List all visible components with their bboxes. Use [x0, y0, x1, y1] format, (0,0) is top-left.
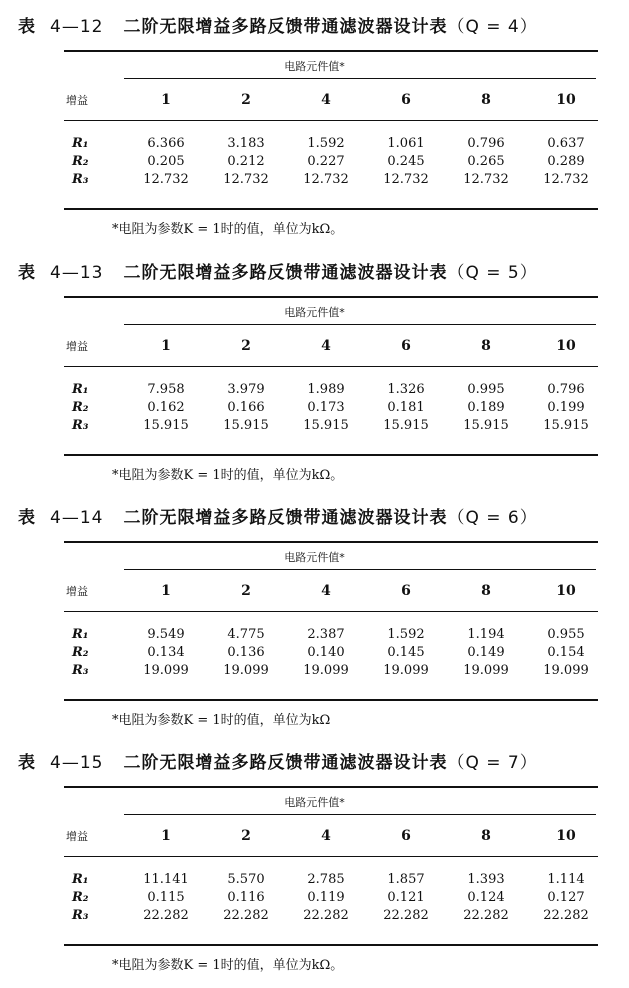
gain-header-cell: 6	[401, 583, 411, 599]
table-cell: 12.732	[223, 172, 269, 187]
gain-header-cell: 2	[241, 338, 251, 354]
table-row	[64, 382, 604, 402]
gain-header-cell: 2	[241, 828, 251, 844]
table-cell: 22.282	[223, 908, 269, 923]
table-cell: 7.958	[147, 382, 185, 397]
table-row	[64, 890, 604, 910]
table-number: 4—14	[50, 508, 104, 528]
gain-header-cell: 6	[401, 338, 411, 354]
table-cell: 0.955	[547, 627, 585, 642]
table-row	[64, 172, 604, 192]
table-row	[64, 418, 604, 438]
table-title	[18, 748, 538, 773]
table-cell: 0.115	[147, 890, 185, 905]
table-cell: 15.915	[543, 418, 589, 433]
table-row	[64, 400, 604, 420]
table-cell: 0.149	[467, 645, 505, 660]
gain-header-cell: 4	[321, 828, 331, 844]
group-rule	[124, 324, 596, 325]
table-label: 表	[18, 17, 36, 37]
row-label: R₃	[72, 663, 89, 678]
table-cell: 19.099	[543, 663, 589, 678]
gain-label: 增益	[66, 830, 88, 843]
top-rule	[64, 296, 598, 298]
table-cell: 12.732	[463, 172, 509, 187]
gain-header-cell: 8	[481, 92, 491, 108]
top-rule	[64, 50, 598, 52]
table-cell: 15.915	[383, 418, 429, 433]
table-title	[18, 503, 538, 528]
gain-header-cell: 10	[556, 92, 576, 108]
table-cell: 0.162	[147, 400, 185, 415]
table-cell: 0.154	[547, 645, 585, 660]
group-header: 电路元件值*	[284, 60, 345, 73]
gain-label: 增益	[66, 585, 88, 598]
bottom-rule	[64, 208, 598, 210]
table-cell: 1.989	[307, 382, 345, 397]
top-rule	[64, 786, 598, 788]
row-label: R₂	[72, 400, 89, 415]
table-row	[64, 872, 604, 892]
table-block	[0, 12, 629, 252]
table-cell: 0.796	[467, 136, 505, 151]
table-cell: 0.124	[467, 890, 505, 905]
table-cell: 12.732	[143, 172, 189, 187]
gain-header-cell: 10	[556, 828, 576, 844]
table-cell: 0.119	[307, 890, 345, 905]
gain-label: 增益	[66, 94, 88, 107]
table-cell: 15.915	[303, 418, 349, 433]
gain-header-cell: 1	[161, 92, 171, 108]
table-cell: 0.637	[547, 136, 585, 151]
table-cell: 0.134	[147, 645, 185, 660]
gain-header-cell: 1	[161, 338, 171, 354]
table-cell: 1.592	[387, 627, 425, 642]
table-cell: 0.212	[227, 154, 265, 169]
table-row	[64, 663, 604, 683]
table-cell: 0.189	[467, 400, 505, 415]
bottom-rule	[64, 454, 598, 456]
row-label: R₃	[72, 908, 89, 923]
group-header: 电路元件值*	[284, 551, 345, 564]
bottom-rule	[64, 944, 598, 946]
footnote: *电阻为参数K = 1时的值，单位为kΩ。	[112, 468, 344, 483]
table-cell: 2.785	[307, 872, 345, 887]
header-rule	[64, 856, 598, 857]
table-cell: 1.592	[307, 136, 345, 151]
table-row	[64, 136, 604, 156]
footnote: *电阻为参数K = 1时的值，单位为kΩ。	[112, 222, 344, 237]
table-cell: 0.181	[387, 400, 425, 415]
gain-header-cell: 4	[321, 92, 331, 108]
group-rule	[124, 78, 596, 79]
table-cell: 1.393	[467, 872, 505, 887]
table-cell: 9.549	[147, 627, 185, 642]
table-cell: 22.282	[383, 908, 429, 923]
gain-header-cell: 2	[241, 583, 251, 599]
table-cell: 5.570	[227, 872, 265, 887]
row-label: R₁	[72, 627, 89, 642]
table-label: 表	[18, 753, 36, 773]
row-label: R₃	[72, 418, 89, 433]
table-title-text: 二阶无限增益多路反馈带通滤波器设计表	[123, 17, 448, 37]
table-cell: 1.326	[387, 382, 425, 397]
table-cell: 22.282	[463, 908, 509, 923]
gain-header-cell: 6	[401, 828, 411, 844]
table-cell: 19.099	[463, 663, 509, 678]
table-block	[0, 503, 629, 743]
table-row	[64, 627, 604, 647]
table-cell: 0.289	[547, 154, 585, 169]
table-cell: 0.995	[467, 382, 505, 397]
gain-header-cell: 8	[481, 338, 491, 354]
header-row	[64, 338, 604, 358]
table-title	[18, 258, 538, 283]
gain-header-cell: 8	[481, 583, 491, 599]
table-cell: 0.173	[307, 400, 345, 415]
table-cell: 0.127	[547, 890, 585, 905]
table-cell: 0.245	[387, 154, 425, 169]
table-block	[0, 748, 629, 988]
table-cell: 0.796	[547, 382, 585, 397]
table-cell: 1.857	[387, 872, 425, 887]
header-rule	[64, 120, 598, 121]
table-label: 表	[18, 263, 36, 283]
bottom-rule	[64, 699, 598, 701]
table-cell: 22.282	[143, 908, 189, 923]
header-row	[64, 92, 604, 112]
table-cell: 0.121	[387, 890, 425, 905]
table-title-text: 二阶无限增益多路反馈带通滤波器设计表	[123, 753, 448, 773]
gain-header-cell: 1	[161, 583, 171, 599]
header-row	[64, 583, 604, 603]
group-header: 电路元件值*	[284, 306, 345, 319]
row-label: R₁	[72, 136, 89, 151]
gain-header-cell: 10	[556, 583, 576, 599]
table-cell: 0.205	[147, 154, 185, 169]
table-block	[0, 258, 629, 498]
gain-header-cell: 10	[556, 338, 576, 354]
row-label: R₂	[72, 154, 89, 169]
table-cell: 12.732	[303, 172, 349, 187]
group-header: 电路元件值*	[284, 796, 345, 809]
top-rule	[64, 541, 598, 543]
table-cell: 19.099	[383, 663, 429, 678]
table-cell: 19.099	[223, 663, 269, 678]
table-title-text: 二阶无限增益多路反馈带通滤波器设计表	[123, 263, 448, 283]
gain-header-cell: 2	[241, 92, 251, 108]
table-row	[64, 908, 604, 928]
table-q-value: （Q = 7）	[447, 753, 538, 773]
table-title	[18, 12, 538, 37]
table-q-value: （Q = 6）	[447, 508, 538, 528]
table-cell: 0.166	[227, 400, 265, 415]
table-cell: 3.979	[227, 382, 265, 397]
gain-header-cell: 4	[321, 583, 331, 599]
group-rule	[124, 814, 596, 815]
row-label: R₁	[72, 872, 89, 887]
table-cell: 0.136	[227, 645, 265, 660]
table-cell: 12.732	[383, 172, 429, 187]
table-cell: 15.915	[223, 418, 269, 433]
table-cell: 22.282	[303, 908, 349, 923]
table-row	[64, 645, 604, 665]
table-cell: 1.114	[547, 872, 585, 887]
table-cell: 2.387	[307, 627, 345, 642]
table-cell: 0.140	[307, 645, 345, 660]
table-cell: 19.099	[143, 663, 189, 678]
table-cell: 1.061	[387, 136, 425, 151]
footnote: *电阻为参数K = 1时的值，单位为kΩ。	[112, 958, 344, 973]
table-cell: 3.183	[227, 136, 265, 151]
table-cell: 15.915	[463, 418, 509, 433]
table-cell: 6.366	[147, 136, 185, 151]
table-row	[64, 154, 604, 174]
header-row	[64, 828, 604, 848]
row-label: R₂	[72, 890, 89, 905]
table-cell: 0.265	[467, 154, 505, 169]
table-cell: 12.732	[543, 172, 589, 187]
table-cell: 1.194	[467, 627, 505, 642]
table-cell: 19.099	[303, 663, 349, 678]
row-label: R₂	[72, 645, 89, 660]
table-number: 4—13	[50, 263, 104, 283]
table-title-text: 二阶无限增益多路反馈带通滤波器设计表	[123, 508, 448, 528]
table-cell: 0.199	[547, 400, 585, 415]
header-rule	[64, 611, 598, 612]
table-q-value: （Q = 5）	[447, 263, 538, 283]
group-rule	[124, 569, 596, 570]
gain-header-cell: 6	[401, 92, 411, 108]
table-cell: 22.282	[543, 908, 589, 923]
table-label: 表	[18, 508, 36, 528]
table-cell: 4.775	[227, 627, 265, 642]
footnote: *电阻为参数K = 1时的值，单位为kΩ	[112, 713, 331, 728]
row-label: R₁	[72, 382, 89, 397]
table-cell: 0.145	[387, 645, 425, 660]
table-q-value: （Q = 4）	[447, 17, 538, 37]
table-cell: 0.116	[227, 890, 265, 905]
table-number: 4—12	[50, 17, 104, 37]
table-cell: 11.141	[143, 872, 189, 887]
gain-header-cell: 1	[161, 828, 171, 844]
table-cell: 0.227	[307, 154, 345, 169]
gain-label: 增益	[66, 340, 88, 353]
table-cell: 15.915	[143, 418, 189, 433]
table-number: 4—15	[50, 753, 104, 773]
header-rule	[64, 366, 598, 367]
gain-header-cell: 8	[481, 828, 491, 844]
gain-header-cell: 4	[321, 338, 331, 354]
row-label: R₃	[72, 172, 89, 187]
